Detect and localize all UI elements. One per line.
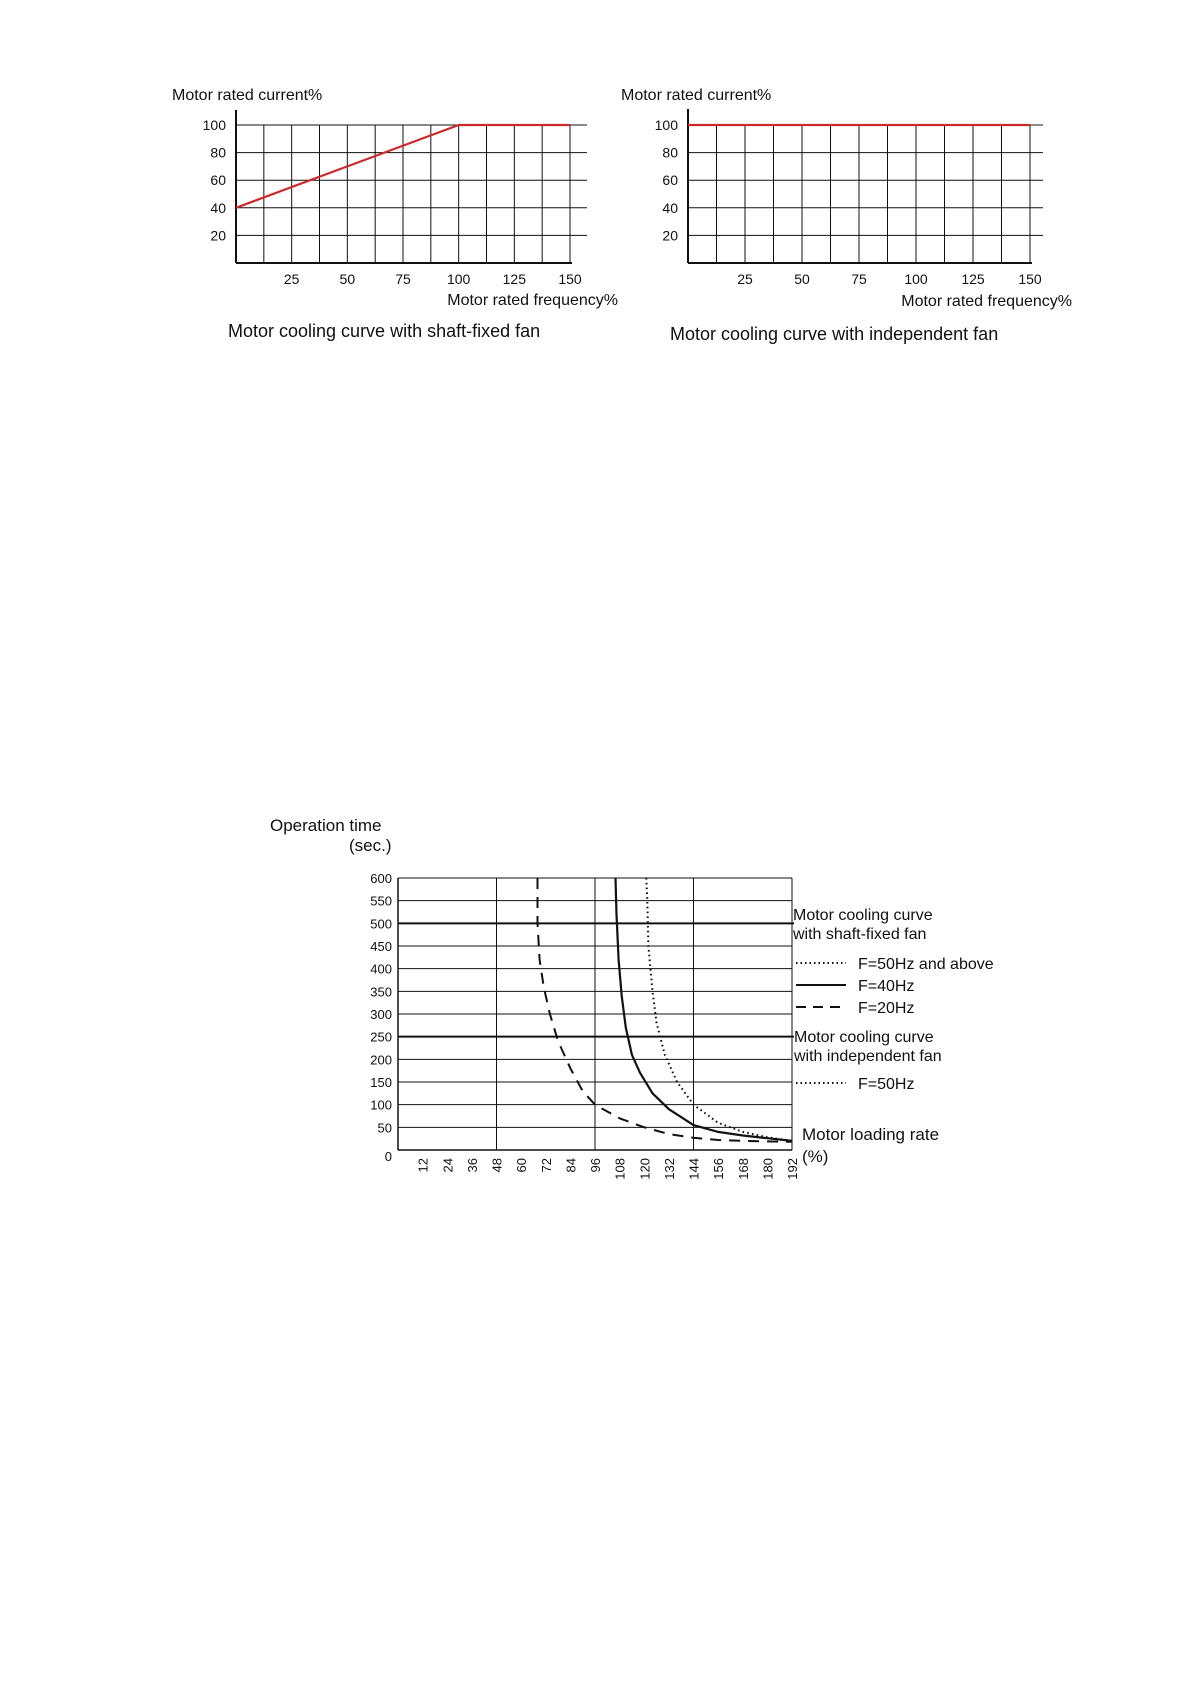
- chart3-x-tick-label: 144: [686, 1158, 702, 1180]
- chart-shaft-fixed-fan: [172, 87, 618, 341]
- chart3-x-tick-label: 180: [760, 1158, 776, 1180]
- chart3-x-tick-label: 108: [612, 1158, 628, 1180]
- chart2-x-ticks: [737, 271, 1042, 287]
- chart1-y-tick-label: 60: [210, 172, 226, 189]
- chart3-y-tick-label: 100: [370, 1097, 392, 1113]
- chart3-y-tick-label: 500: [370, 916, 392, 932]
- chart3-curve-f40: [616, 878, 793, 1141]
- chart3-x-tick-label: 48: [489, 1158, 505, 1173]
- chart2-y-tick-label: 60: [662, 172, 678, 189]
- chart3-x-tick-label: 72: [538, 1158, 554, 1173]
- legend-group2-title-line2: with independent fan: [794, 1048, 942, 1065]
- chart1-y-tick-label: 80: [210, 144, 226, 161]
- chart1-x-tick-label: 150: [558, 271, 582, 287]
- chart3-y-tick-label: 550: [370, 893, 392, 909]
- legend-group1-title-line1: Motor cooling curve: [793, 907, 933, 924]
- chart1-y-tick-label: 20: [210, 227, 226, 244]
- legend-item-f20: F=20Hz: [858, 1000, 915, 1017]
- legend-item-f40: F=40Hz: [858, 978, 915, 995]
- chart3-x-tick-label: 132: [661, 1158, 677, 1180]
- chart2-y-tick-label: 100: [654, 117, 678, 133]
- legend-group1-title-line2: with shaft-fixed fan: [793, 926, 927, 943]
- chart3-y-tick-label: 400: [370, 961, 392, 977]
- chart3-series: [538, 878, 793, 1142]
- chart3-x-tick-label: 96: [588, 1158, 603, 1173]
- chart3-y-tick-label: 300: [370, 1007, 392, 1022]
- chart2-grid: [688, 125, 1043, 263]
- chart1-y-tick-label: 100: [202, 117, 226, 133]
- chart3-y-tick-label: 350: [370, 984, 392, 1000]
- legend-group2-title-line1: Motor cooling curve: [794, 1029, 934, 1046]
- chart1-title: Motor cooling curve with shaft-fixed fan: [228, 321, 541, 341]
- chart2-x-tick-label: 25: [737, 271, 753, 287]
- chart3-x-tick-label: 168: [735, 1158, 751, 1180]
- chart2-y-tick-label: 40: [662, 199, 678, 216]
- chart3-x-tick-label: 12: [415, 1158, 431, 1173]
- chart2-x-tick-label: 75: [851, 271, 867, 287]
- chart3-y-tick-label: 50: [377, 1120, 392, 1136]
- chart2-y-axis-label: Motor rated current%: [621, 87, 772, 104]
- chart2-x-tick-label: 50: [794, 271, 810, 287]
- chart3-x-tick-label: 84: [563, 1158, 579, 1173]
- chart3-x-tick-label: 192: [785, 1158, 800, 1180]
- chart2-y-ticks: [655, 117, 679, 243]
- chart3-y-tick-label: 600: [370, 871, 392, 886]
- chart2-x-tick-label: 125: [961, 271, 985, 287]
- chart1-y-tick-label: 40: [210, 199, 226, 216]
- chart3-y-tick-label: 450: [370, 939, 392, 954]
- chart3-x-tick-label: 24: [440, 1158, 456, 1173]
- chart2-x-axis-label: Motor rated frequency%: [901, 293, 1072, 310]
- chart3-curve-f50: [646, 878, 792, 1141]
- chart-operation-time: [270, 816, 994, 1180]
- chart3-y-tick-label: 200: [370, 1052, 392, 1068]
- chart3-y-axis-label-line2: (sec.): [349, 836, 392, 855]
- chart3-y-ticks: [370, 871, 392, 1164]
- chart3-y-tick-label: 0: [384, 1149, 392, 1164]
- chart3-grid: [398, 878, 794, 1150]
- chart1-grid: [236, 125, 587, 263]
- chart3-x-axis-label-line1: Motor loading rate: [802, 1125, 940, 1144]
- chart1-x-tick-label: 100: [446, 271, 471, 287]
- chart1-axes: [236, 110, 572, 263]
- chart2-x-tick-label: 100: [904, 271, 928, 287]
- chart2-y-tick-label: 80: [662, 144, 678, 161]
- chart3-curve-f20: [538, 878, 793, 1142]
- chart1-y-axis-label: Motor rated current%: [172, 87, 323, 104]
- chart2-x-tick-label: 150: [1018, 271, 1042, 287]
- chart3-x-axis-label-line2: (%): [802, 1147, 829, 1166]
- chart-independent-fan: [621, 87, 1072, 344]
- chart3-legend: [792, 907, 994, 1093]
- chart1-x-axis-label: Motor rated frequency%: [447, 292, 618, 309]
- chart2-y-tick-label: 20: [662, 227, 678, 244]
- chart1-x-tick-label: 25: [283, 271, 300, 287]
- legend-item-independent-f50: F=50Hz: [858, 1076, 915, 1093]
- chart3-x-tick-label: 60: [514, 1158, 530, 1173]
- chart3-x-tick-label: 36: [464, 1158, 480, 1173]
- chart1-x-tick-label: 50: [339, 271, 356, 287]
- chart2-axes: [688, 109, 1032, 263]
- chart1-x-tick-label: 75: [395, 271, 411, 287]
- chart1-x-tick-label: 125: [502, 271, 527, 287]
- chart3-x-tick-label: 120: [637, 1158, 653, 1180]
- chart2-title: Motor cooling curve with independent fan: [670, 324, 999, 344]
- chart3-y-tick-label: 150: [370, 1075, 392, 1090]
- legend-item-f50-and-above: F=50Hz and above: [858, 956, 994, 973]
- chart3-y-axis-label-line1: Operation time: [270, 816, 382, 835]
- chart1-x-ticks: [284, 271, 582, 287]
- chart3-x-ticks: [416, 1158, 800, 1180]
- chart1-y-ticks: [203, 117, 227, 243]
- chart3-x-tick-label: 156: [711, 1158, 727, 1180]
- chart3-y-tick-label: 250: [370, 1029, 392, 1045]
